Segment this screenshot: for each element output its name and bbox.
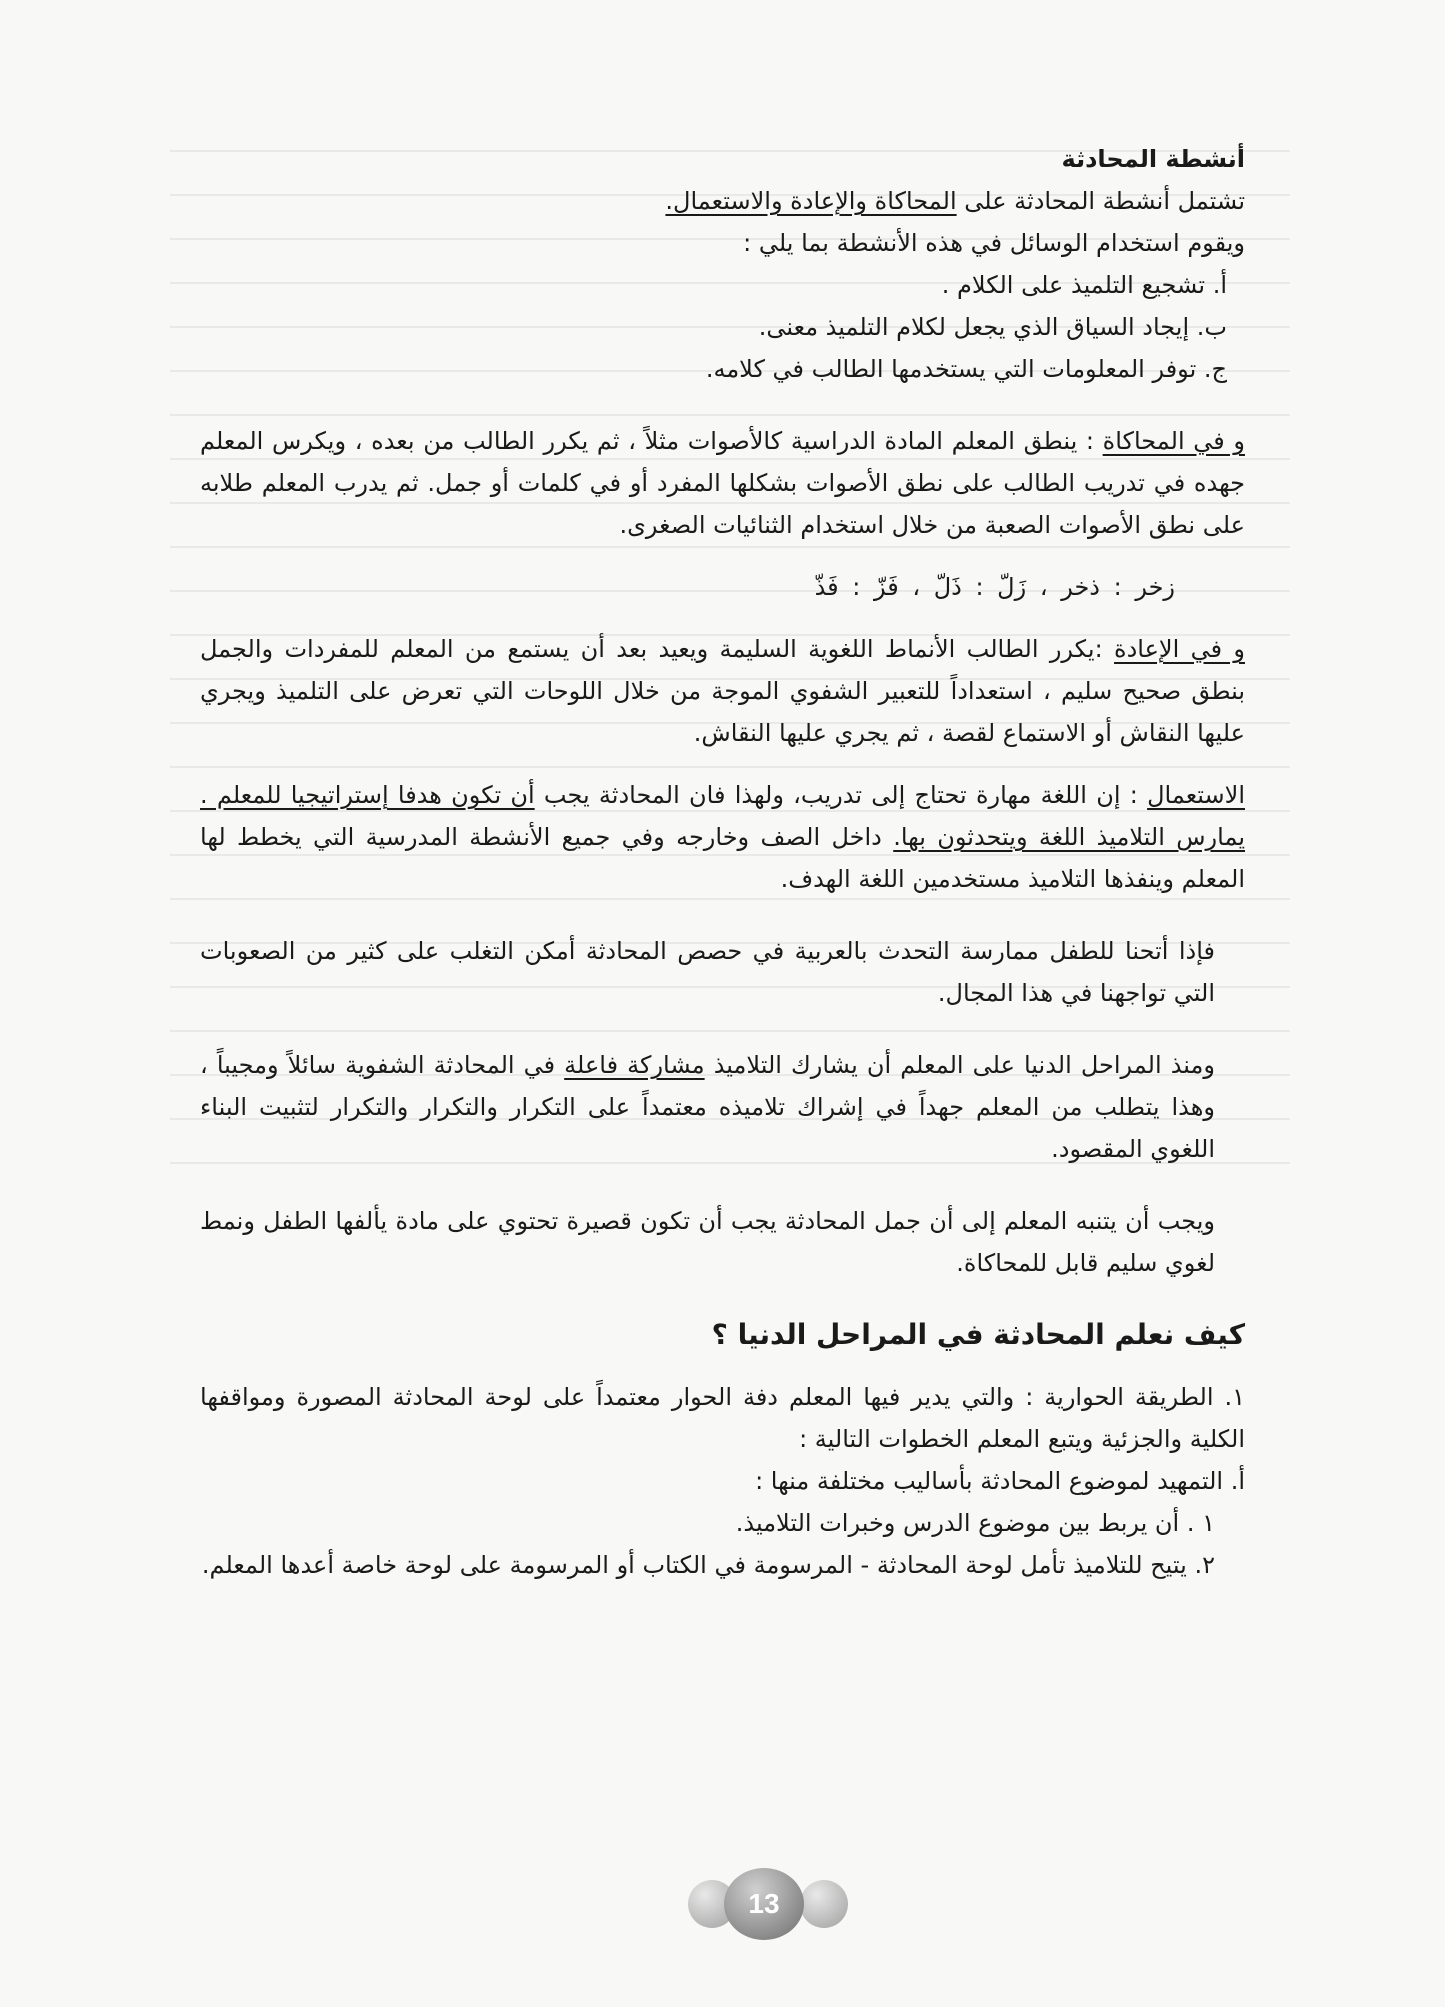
repetition-paragraph <box>200 628 1245 754</box>
intro-lead: تشتمل أنشطة المحادثة على <box>956 187 1245 215</box>
repetition-text: :يكرر الطالب الأنماط اللغوية السليمة ويعيد بعد أن يستمع من المعلم للمفردات والجمل بنطق صحيح سليم ، استعداداً للتعبير الشفوي الموجة من خلال اللوحات التي تعرض على التلميذ ويجري عليها النقاش أو الاستماع لقصة ، ثم يجري عليها النقاش. <box>200 635 1245 747</box>
prep-step: ١ . أن يربط بين موضوع الدرس وخبرات التلاميذ. <box>735 1509 1215 1537</box>
early-text-1: ومنذ المراحل الدنيا على المعلم أن يشارك التلاميذ <box>704 1051 1215 1079</box>
early-highlight: مشاركة فاعلة <box>564 1051 705 1079</box>
page-number: 13 <box>724 1868 804 1940</box>
minimal-pairs-examples: زخر : ذخر ، زَلّ : ذَلّ ، فَزّ : فَذّ <box>814 573 1175 601</box>
usage-text-1: : إن اللغة مهارة تحتاج إلى تدريب، ولهذا فان المحادثة يجب <box>534 781 1148 809</box>
usage-highlight: أن تكون هدفا إستراتيجيا للمعلم . يمارس التلاميذ اللغة ويتحدثون بها. <box>200 781 1245 851</box>
list-item: ج. توفر المعلومات التي يستخدمها الطالب في كلامه. <box>705 355 1227 383</box>
badge-right-circle <box>800 1880 848 1928</box>
usage-paragraph <box>200 774 1245 900</box>
repetition-label: و في الإعادة <box>1114 635 1246 663</box>
prep-heading: أ. التمهيد لموضوع المحادثة بأساليب مختلفة منها : <box>755 1467 1245 1495</box>
early-stages-paragraph <box>200 1044 1245 1170</box>
page-number-badge <box>688 1868 848 1928</box>
usage-label: الاستعمال <box>1147 781 1245 809</box>
attention-paragraph: ويجب أن يتنبه المعلم إلى أن جمل المحادثة يجب أن تكون قصيرة تحتوي على مادة يألفها الطفل ونمط لغوي سليم قابل للمحاكاة. <box>200 1207 1215 1277</box>
list-item: ب. إيجاد السياق الذي يجعل لكلام التلميذ معنى. <box>758 313 1227 341</box>
dialogue-method-paragraph: ١. الطريقة الحوارية : والتي يدير فيها المعلم دفة الحوار معتمداً على لوحة المحادثة المصورة ومواقفها الكلية والجزئية ويتبع المعلم الخطوات التالية : <box>200 1383 1245 1453</box>
practice-paragraph: فإذا أتحنا للطفل ممارسة التحدث بالعربية في حصص المحادثة أمكن التغلب على كثير من الصعوبات التي تواجهنا في هذا المجال. <box>200 937 1215 1007</box>
list-item: أ. تشجيع التلميذ على الكلام . <box>941 271 1227 299</box>
intro-terms: المحاكاة والإعادة والاستعمال. <box>665 187 957 215</box>
imitation-label: و في المحاكاة <box>1102 427 1246 455</box>
means-intro: ويقوم استخدام الوسائل في هذه الأنشطة بما يلي : <box>743 229 1245 257</box>
intro-paragraph <box>200 180 1245 222</box>
imitation-paragraph <box>200 420 1245 546</box>
page-body <box>200 138 1245 1586</box>
prep-step: ٢. يتيح للتلاميذ تأمل لوحة المحادثة - المرسومة في الكتاب أو المرسومة على لوحة خاصة أعدها المعلم. <box>201 1551 1215 1579</box>
usage-text-2: داخل الصف وخارجه وفي جميع الأنشطة المدرسية التي يخطط لها المعلم وينفذها التلاميذ مستخدمين اللغة الهدف. <box>200 823 1245 893</box>
how-heading: كيف نعلم المحادثة في المراحل الدنيا ؟ <box>711 1318 1245 1351</box>
imitation-text: : ينطق المعلم المادة الدراسية كالأصوات مثلاً ، ثم يكرر الطالب من بعده ، ويكرس المعلم جهده في تدريب الطالب على نطق الأصوات بشكلها المفرد أو في كلمات أو جمل. ثم يدرب المعلم طلابه على نطق الأصوات الصعبة من خلال استخدام الثنائيات الصغرى. <box>200 427 1245 539</box>
section-title: أنشطة المحادثة <box>1061 145 1245 173</box>
early-text-2: في المحادثة الشفوية سائلاً ومجيباً ، وهذا يتطلب من المعلم جهداً في إشراك تلاميذه معتمداً على التكرار والتكرار والتكرار لتثبيت البناء اللغوي المقصود. <box>200 1051 1215 1163</box>
